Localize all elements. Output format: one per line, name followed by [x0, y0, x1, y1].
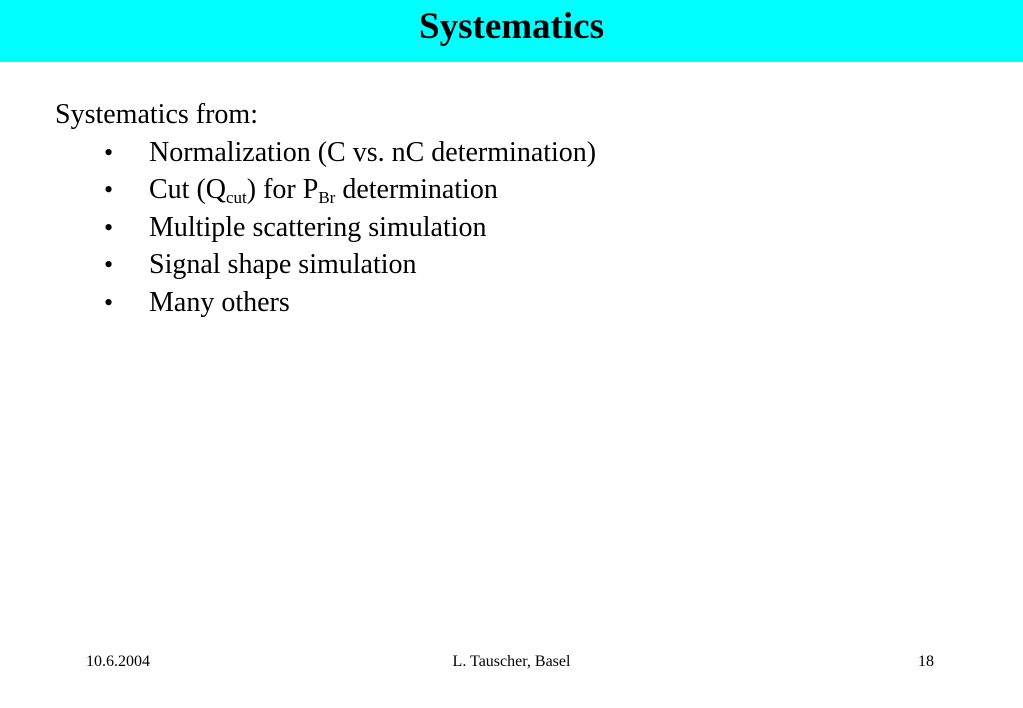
bullet-icon: •: [104, 287, 114, 317]
list-item: [55, 171, 596, 209]
slide-body: [55, 96, 596, 321]
bullet-icon: •: [104, 250, 114, 279]
list-item: [55, 284, 596, 322]
bullet-icon: •: [104, 137, 114, 167]
bullet-text: Many others: [149, 286, 290, 318]
bullet-text: Normalization (C vs. nC determination): [149, 136, 597, 168]
list-item: [55, 246, 596, 284]
footer-page-number: 18: [918, 653, 934, 670]
bullet-icon: •: [104, 212, 114, 242]
bullet-text-post: determination: [335, 174, 498, 205]
intro-text: Systematics from:: [55, 99, 258, 130]
footer-date: 10.6.2004: [86, 653, 150, 670]
bullet-text: Multiple scattering simulation: [149, 211, 487, 243]
list-item: [55, 134, 596, 172]
bullet-list: [55, 134, 596, 322]
bullet-text-pre: Cut (Q: [149, 174, 226, 205]
subscript-cut: cut: [226, 188, 247, 207]
bullet-text-mid: ) for P: [246, 174, 319, 205]
bullet-icon: •: [104, 175, 114, 204]
bullet-text: Signal shape simulation: [149, 249, 417, 280]
slide-title: Systematics: [419, 6, 604, 47]
subscript-br: Br: [318, 188, 336, 207]
list-item: [55, 209, 596, 247]
footer-author: L. Tauscher, Basel: [452, 653, 571, 670]
